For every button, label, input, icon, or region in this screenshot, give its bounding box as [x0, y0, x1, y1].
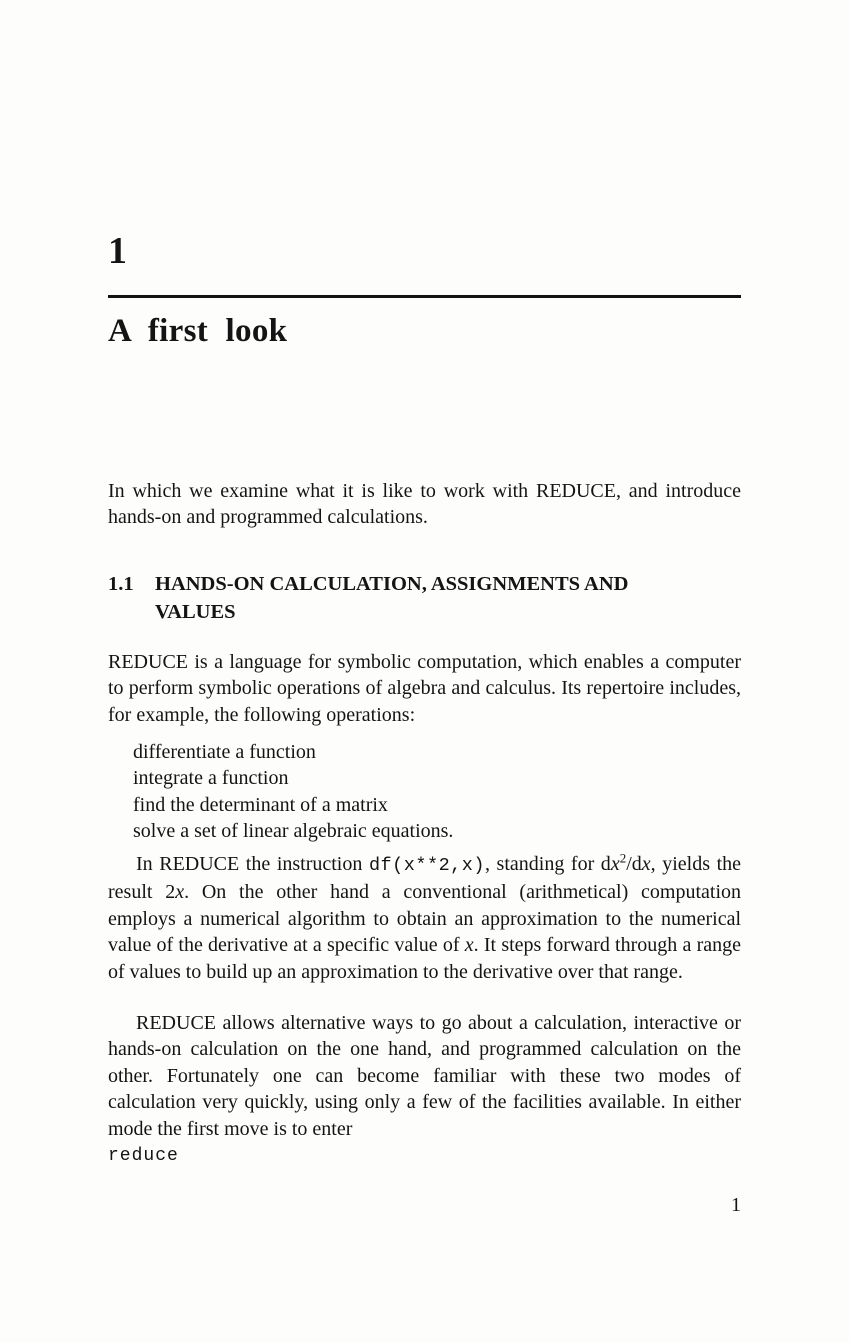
math-variable: x [464, 934, 474, 957]
text-run: . It steps forward through a range of values to build up an approximation to the derivative over that range. [108, 934, 741, 983]
list-item: find the determinant of a matrix [133, 793, 388, 816]
page-number: 1 [731, 1194, 741, 1216]
chapter-title: A first look [108, 313, 288, 349]
math-superscript: 2 [619, 850, 627, 866]
section-title [155, 570, 628, 626]
text-run: . On the other hand a conventional (arithmetical) computation employs a numerical algorithm to obtain an approximation to the numerical value of the derivative at a specific value of [108, 881, 741, 957]
chapter-intro: In which we examine what it is like to work with REDUCE, and introduce hands-on and programmed calculations. [108, 480, 741, 529]
chapter-rule-divider [108, 295, 741, 298]
section-number: 1.1 [108, 573, 134, 595]
operations-list [108, 739, 741, 845]
math-variable: x [610, 853, 620, 875]
math-variable: x [641, 853, 651, 875]
list-item: integrate a function [133, 767, 289, 790]
chapter-number: 1 [108, 230, 127, 272]
paragraph-df-example [108, 851, 741, 985]
section-heading [108, 570, 741, 626]
paragraph-modes: REDUCE allows alternative ways to go about a calculation, interactive or hands-on calculation on the one hand, and programmed calculation on the other. Fortunately one can become familiar with these two modes of calculation very quickly, using only a few of the facilities available. In either mode the first move is to enter [108, 1012, 741, 1140]
text-run: , yields the result 2 [108, 853, 742, 904]
list-item: solve a set of linear algebraic equations. [133, 820, 454, 843]
list-item: differentiate a function [133, 741, 316, 763]
inline-code-df: df(x**2,x) [368, 855, 485, 876]
text-run: /d [626, 853, 642, 875]
text-run: In REDUCE the instruction [136, 853, 369, 875]
section-title-line1: HANDS-ON CALCULATION, ASSIGNMENTS AND [155, 573, 629, 595]
paragraph-intro-reduce: REDUCE is a language for symbolic computation, which enables a computer to perform symbolic operations of algebra and calculus. Its repertoire includes, for example, the following operations: [108, 651, 741, 726]
section-title-line2: VALUES [155, 601, 236, 623]
text-run: , standing for d [484, 853, 611, 875]
code-line-reduce: reduce [108, 1146, 179, 1166]
math-variable: x [175, 881, 185, 904]
